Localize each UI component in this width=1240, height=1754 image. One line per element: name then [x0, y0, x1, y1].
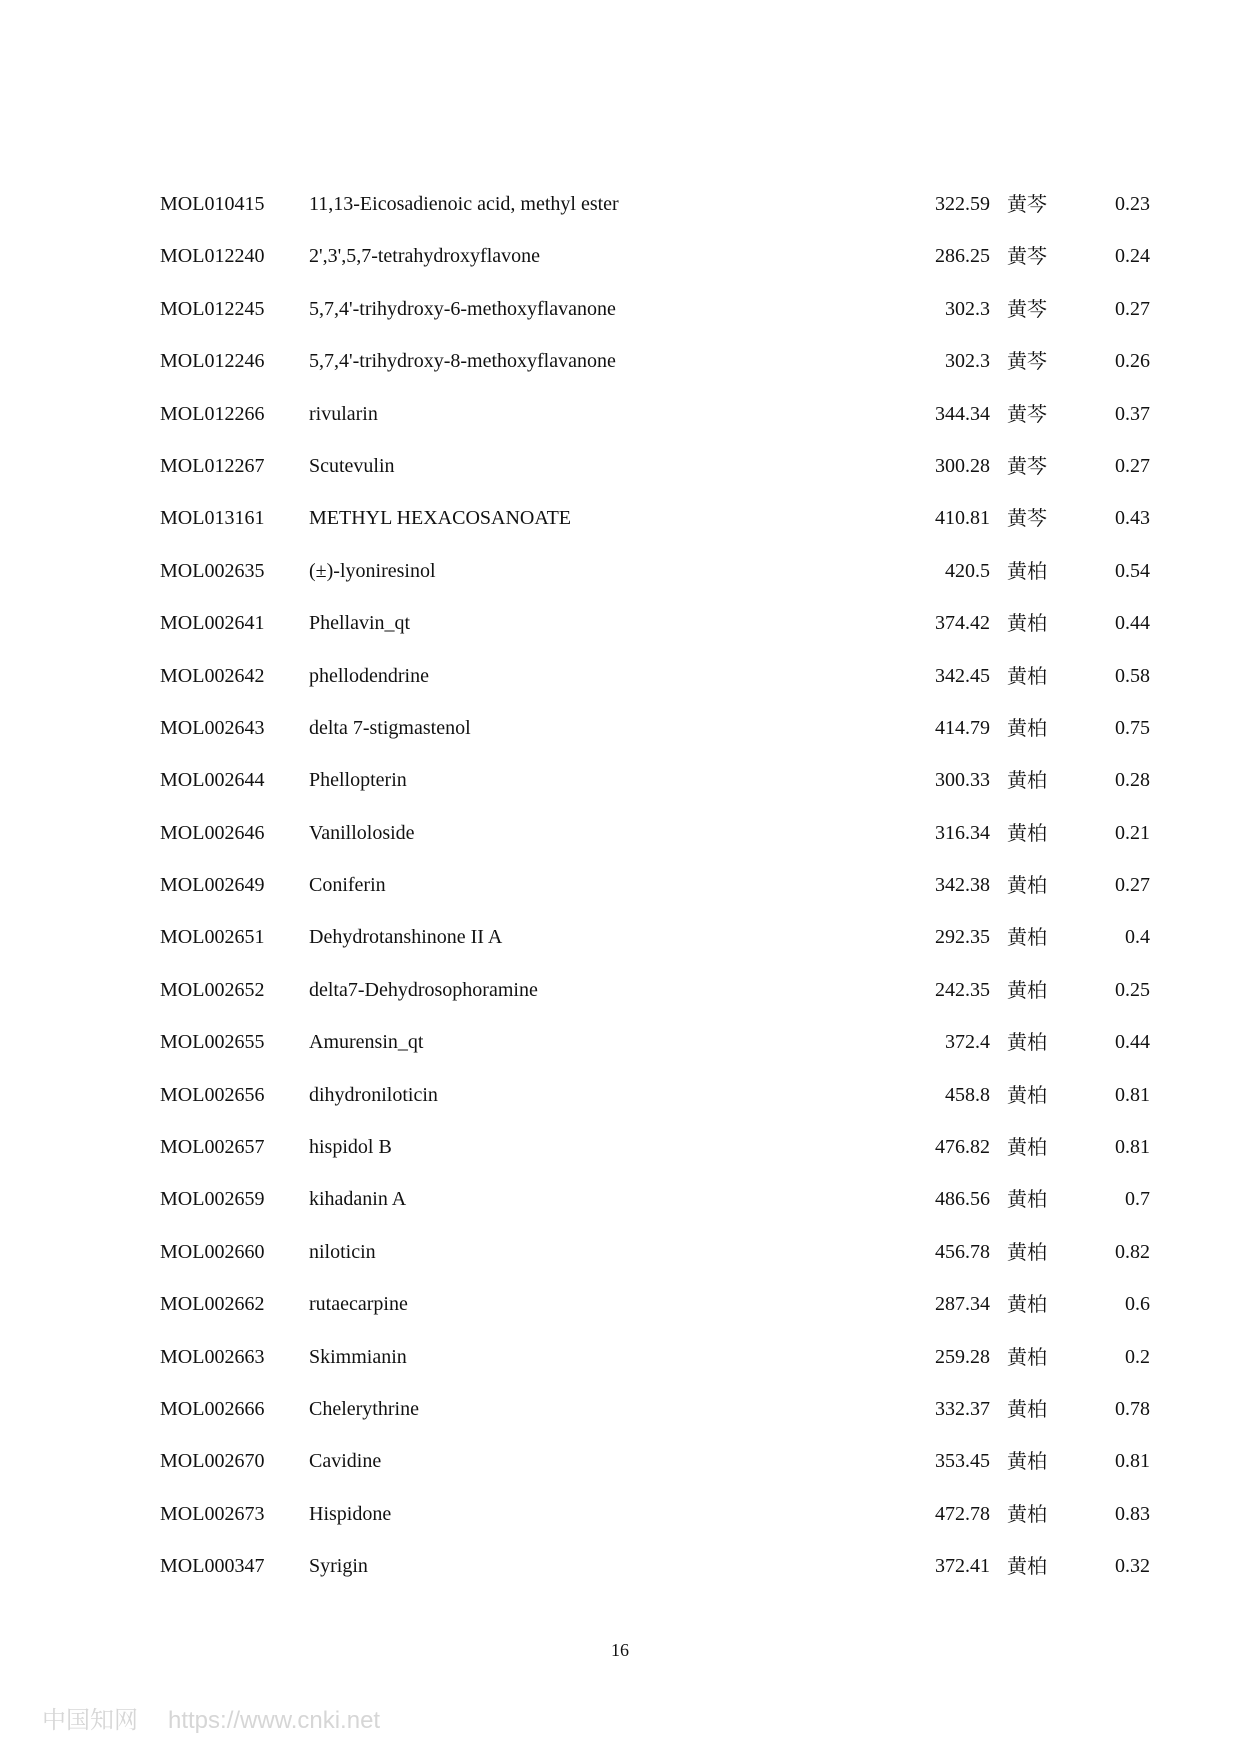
herb-cell: 黄柏 — [1007, 925, 1047, 950]
table-row — [160, 492, 1150, 544]
mol-id-cell: MOL002646 — [160, 821, 265, 844]
molecular-weight-cell: 316.34 — [935, 821, 990, 844]
herb-cell: 黄柏 — [1007, 1030, 1047, 1055]
compound-name-cell: 2',3',5,7-tetrahydroxyflavone — [309, 245, 541, 268]
herb-cell: 黄柏 — [1007, 873, 1047, 898]
compound-name-cell: Syrigin — [309, 1555, 368, 1578]
score-cell: 0.37 — [1115, 402, 1150, 425]
mol-id-cell: MOL002660 — [160, 1240, 265, 1263]
score-cell: 0.7 — [1125, 1188, 1150, 1211]
molecular-weight-cell: 342.45 — [935, 664, 990, 687]
score-cell: 0.43 — [1115, 507, 1150, 530]
molecular-weight-cell: 342.38 — [935, 874, 990, 897]
mol-id-cell: MOL002659 — [160, 1188, 265, 1211]
mol-id-cell: MOL012266 — [160, 402, 265, 425]
compound-name-cell: kihadanin A — [309, 1188, 407, 1211]
compound-name-cell: hispidol B — [309, 1136, 392, 1159]
molecular-weight-cell: 372.41 — [935, 1555, 990, 1578]
table-row — [160, 1069, 1150, 1121]
molecular-weight-cell: 374.42 — [935, 612, 990, 635]
table-row — [160, 1331, 1150, 1383]
mol-id-cell: MOL002635 — [160, 559, 265, 582]
table-row — [160, 1278, 1150, 1330]
compound-name-cell: niloticin — [309, 1240, 376, 1263]
compound-table — [160, 178, 1150, 1593]
herb-cell: 黄柏 — [1007, 768, 1047, 793]
molecular-weight-cell: 472.78 — [935, 1502, 990, 1525]
score-cell: 0.54 — [1115, 559, 1150, 582]
table-row — [160, 1121, 1150, 1173]
mol-id-cell: MOL012246 — [160, 350, 265, 373]
compound-name-cell: 5,7,4'-trihydroxy-6-methoxyflavanone — [309, 297, 616, 320]
compound-name-cell: Cavidine — [309, 1450, 382, 1473]
compound-name-cell: delta 7-stigmastenol — [309, 716, 471, 739]
compound-name-cell: 11,13-Eicosadienoic acid, methyl ester — [309, 193, 619, 215]
compound-name-cell: Amurensin_qt — [309, 1031, 424, 1054]
molecular-weight-cell: 420.5 — [945, 559, 990, 582]
herb-cell: 黄柏 — [1007, 820, 1047, 845]
molecular-weight-cell: 458.8 — [945, 1083, 990, 1106]
score-cell: 0.21 — [1115, 821, 1150, 844]
herb-cell: 黄芩 — [1007, 192, 1047, 216]
score-cell: 0.27 — [1115, 297, 1150, 320]
mol-id-cell: MOL002662 — [160, 1293, 265, 1316]
herb-cell: 黄柏 — [1007, 1135, 1047, 1160]
molecular-weight-cell: 300.33 — [935, 769, 990, 792]
watermark-brand: 中国知网 — [42, 1706, 138, 1734]
score-cell: 0.4 — [1125, 926, 1150, 949]
compound-name-cell: phellodendrine — [309, 664, 429, 687]
compound-name-cell: Vanilloloside — [309, 821, 415, 844]
score-cell: 0.78 — [1115, 1397, 1150, 1420]
mol-id-cell: MOL002666 — [160, 1397, 265, 1420]
score-cell: 0.75 — [1115, 716, 1150, 739]
table-row — [160, 335, 1150, 387]
score-cell: 0.44 — [1115, 612, 1150, 635]
molecular-weight-cell: 410.81 — [935, 507, 990, 530]
mol-id-cell: MOL002643 — [160, 716, 265, 739]
mol-id-cell: MOL002644 — [160, 769, 265, 792]
table-row — [160, 1435, 1150, 1487]
compound-name-cell: rivularin — [309, 402, 378, 425]
mol-id-cell: MOL013161 — [160, 507, 265, 530]
table-row — [160, 807, 1150, 859]
mol-id-cell: MOL002649 — [160, 874, 265, 897]
herb-cell: 黄芩 — [1007, 296, 1047, 321]
compound-name-cell: Hispidone — [309, 1502, 392, 1525]
mol-id-cell: MOL000347 — [160, 1555, 265, 1578]
molecular-weight-cell: 292.35 — [935, 926, 990, 949]
compound-name-cell: rutaecarpine — [309, 1293, 408, 1316]
herb-cell: 黄芩 — [1007, 349, 1047, 374]
score-cell: 0.81 — [1115, 1083, 1150, 1106]
score-cell: 0.23 — [1115, 193, 1150, 215]
mol-id-cell: MOL002642 — [160, 664, 265, 687]
compound-name-cell: dihydroniloticin — [309, 1083, 438, 1106]
compound-name-cell: Scutevulin — [309, 454, 395, 477]
molecular-weight-cell: 372.4 — [945, 1031, 990, 1054]
table-row — [160, 911, 1150, 963]
herb-cell: 黄柏 — [1007, 1554, 1047, 1579]
mol-id-cell: MOL002651 — [160, 926, 265, 949]
table-row — [160, 388, 1150, 440]
table-row — [160, 597, 1150, 649]
molecular-weight-cell: 344.34 — [935, 402, 990, 425]
herb-cell: 黄柏 — [1007, 611, 1047, 636]
compound-name-cell: METHYL HEXACOSANOATE — [309, 507, 572, 530]
mol-id-cell: MOL002673 — [160, 1502, 265, 1525]
herb-cell: 黄柏 — [1007, 1082, 1047, 1107]
molecular-weight-cell: 300.28 — [935, 454, 990, 477]
mol-id-cell: MOL002641 — [160, 612, 265, 635]
herb-cell: 黄芩 — [1007, 453, 1047, 478]
mol-id-cell: MOL002652 — [160, 978, 265, 1001]
herb-cell: 黄芩 — [1007, 401, 1047, 426]
mol-id-cell: MOL010415 — [160, 193, 265, 215]
herb-cell: 黄柏 — [1007, 558, 1047, 583]
watermark-url: https://www.cnki.net — [168, 1707, 381, 1734]
score-cell: 0.2 — [1125, 1345, 1150, 1368]
table-row — [160, 1383, 1150, 1435]
score-cell: 0.27 — [1115, 454, 1150, 477]
table-row — [160, 650, 1150, 702]
table-row — [160, 859, 1150, 911]
molecular-weight-cell: 456.78 — [935, 1240, 990, 1263]
score-cell: 0.32 — [1115, 1555, 1150, 1578]
mol-id-cell: MOL002657 — [160, 1136, 265, 1159]
compound-name-cell: Dehydrotanshinone II A — [309, 926, 503, 949]
table-row — [160, 754, 1150, 806]
herb-cell: 黄柏 — [1007, 1239, 1047, 1264]
molecular-weight-cell: 486.56 — [935, 1188, 990, 1211]
herb-cell: 黄柏 — [1007, 1396, 1047, 1421]
page-number: 16 — [611, 1640, 629, 1660]
mol-id-cell: MOL012245 — [160, 297, 265, 320]
molecular-weight-cell: 302.3 — [945, 297, 990, 320]
cnki-watermark — [42, 1700, 380, 1735]
table-row — [160, 1016, 1150, 1068]
molecular-weight-cell: 414.79 — [935, 716, 990, 739]
mol-id-cell: MOL002670 — [160, 1450, 265, 1473]
herb-cell: 黄柏 — [1007, 1187, 1047, 1212]
molecular-weight-cell: 242.35 — [935, 978, 990, 1001]
herb-cell: 黄柏 — [1007, 715, 1047, 740]
table-row — [160, 283, 1150, 335]
table-row — [160, 1173, 1150, 1225]
molecular-weight-cell: 476.82 — [935, 1136, 990, 1159]
herb-cell: 黄芩 — [1007, 506, 1047, 531]
score-cell: 0.24 — [1115, 245, 1150, 268]
compound-name-cell: Skimmianin — [309, 1345, 407, 1368]
table-row — [160, 1540, 1150, 1592]
score-cell: 0.26 — [1115, 350, 1150, 373]
compound-name-cell: Coniferin — [309, 874, 386, 897]
score-cell: 0.81 — [1115, 1450, 1150, 1473]
herb-cell: 黄芩 — [1007, 244, 1047, 269]
table-row — [160, 1226, 1150, 1278]
mol-id-cell: MOL002663 — [160, 1345, 265, 1368]
score-cell: 0.44 — [1115, 1031, 1150, 1054]
herb-cell: 黄柏 — [1007, 1449, 1047, 1474]
score-cell: 0.82 — [1115, 1240, 1150, 1263]
compound-name-cell: Chelerythrine — [309, 1397, 419, 1420]
compound-name-cell: Phellavin_qt — [309, 612, 411, 635]
score-cell: 0.27 — [1115, 874, 1150, 897]
molecular-weight-cell: 287.34 — [935, 1293, 990, 1316]
herb-cell: 黄柏 — [1007, 977, 1047, 1002]
compound-name-cell: delta7-Dehydrosophoramine — [309, 978, 538, 1001]
table-row — [160, 230, 1150, 282]
table-row — [160, 964, 1150, 1016]
herb-cell: 黄柏 — [1007, 663, 1047, 688]
herb-cell: 黄柏 — [1007, 1344, 1047, 1369]
score-cell: 0.28 — [1115, 769, 1150, 792]
score-cell: 0.81 — [1115, 1136, 1150, 1159]
molecular-weight-cell: 259.28 — [935, 1345, 990, 1368]
table-row — [160, 178, 1150, 230]
score-cell: 0.25 — [1115, 978, 1150, 1001]
table-row — [160, 1488, 1150, 1540]
compound-name-cell: Phellopterin — [309, 769, 407, 792]
molecular-weight-cell: 353.45 — [935, 1450, 990, 1473]
mol-id-cell: MOL012267 — [160, 454, 265, 477]
score-cell: 0.6 — [1125, 1293, 1150, 1316]
score-cell: 0.58 — [1115, 664, 1150, 687]
table-row — [160, 702, 1150, 754]
herb-cell: 黄柏 — [1007, 1501, 1047, 1526]
score-cell: 0.83 — [1115, 1502, 1150, 1525]
mol-id-cell: MOL012240 — [160, 245, 265, 268]
compound-name-cell: 5,7,4'-trihydroxy-8-methoxyflavanone — [309, 350, 616, 373]
compound-name-cell: (±)-lyoniresinol — [309, 559, 436, 582]
mol-id-cell: MOL002656 — [160, 1083, 265, 1106]
molecular-weight-cell: 286.25 — [935, 245, 990, 268]
mol-id-cell: MOL002655 — [160, 1031, 265, 1054]
table-row — [160, 545, 1150, 597]
molecular-weight-cell: 302.3 — [945, 350, 990, 373]
molecular-weight-cell: 332.37 — [935, 1397, 990, 1420]
molecular-weight-cell: 322.59 — [935, 193, 990, 215]
herb-cell: 黄柏 — [1007, 1292, 1047, 1317]
table-row — [160, 440, 1150, 492]
